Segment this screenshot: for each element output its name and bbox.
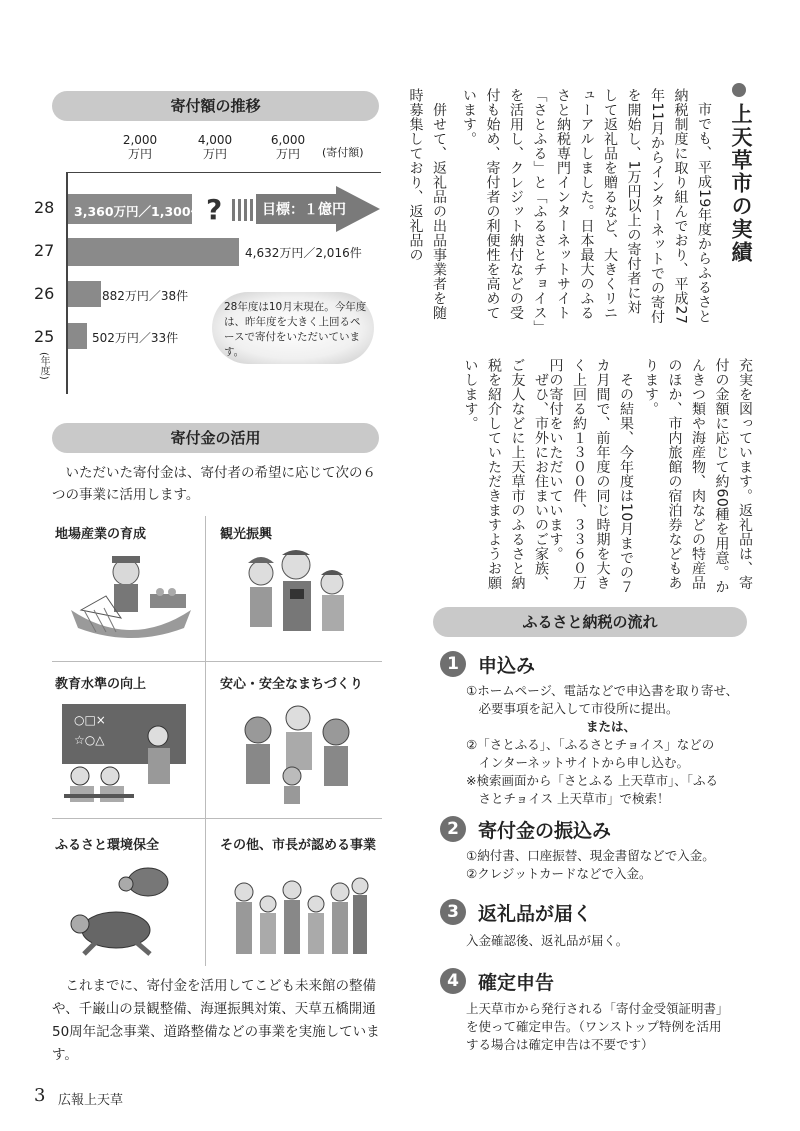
grid-hline-2 [52,818,382,819]
chart-section-title: 寄付額の推移 [52,91,379,121]
results-paragraph-1: 市でも、平成19年度からふるさと納税制度に取り組んでおり、平成27年11月からインターネットでの寄付を開始し、1万円以上の寄付者に対して返礼品を贈るなど、大きくリニューアルしました。日本最大のふるさと納税専門インターネットサイト「さとふる」と「ふるさとチョイス」を活用し、クレジット納付などの受付も始め、寄付者の利便性を高めています。 [461,88,712,328]
stripe-marks [232,199,256,221]
use-intro: いただいた寄付金は、寄付者の希望に応じて次の６つの事業に活用します。 [52,465,376,503]
category-tourism: 観光振興 [220,527,273,542]
bar-label-26: 882万円／38件 [102,289,189,303]
x-axis-line [66,172,381,173]
step-3-line-1: 入金確認後、返礼品が届く。 [466,933,629,948]
y-tick-27: 27 [34,241,55,260]
grid-hline-1 [52,661,382,662]
svg-text:○□×: ○□× [74,713,106,727]
y-axis-label: (年度) [38,352,49,380]
chart-note: 28年度は10月末現在。今年度は、昨年度を大きく上回るペースで寄付をいただいています。 [224,301,367,358]
step-1-line-4: ②「さとふる」、「ふるさとチョイス」などの [466,737,715,752]
turtle-illustration [66,860,186,956]
category-local-industry: 地場産業の育成 [55,527,147,542]
y-tick-28: 28 [34,198,55,217]
results-paragraph-2: 充実を図っています。返礼品は、寄付の金額に応じて約60種を用意。かんきつ類や海産物、肉などの特産品のほか、市内旅館の宿泊券などもあります。 [643,358,753,595]
target-label: 目標：１億円 [262,202,346,218]
use-closing: これまでに、寄付金を活用してこども未来館の整備や、千巌山の景観整備、海運振興対策、天草五橋開通50周年記念事業、道路整備などの事業を実施しています。 [52,978,380,1063]
y-tick-26: 26 [34,284,55,303]
axis-tick-4000: 4,000 万円 [197,133,233,161]
step-2-line-1: ①納付書、口座振替、現金書留などで入金。 [466,848,715,863]
publication-name: 広報上天草 [58,1093,124,1108]
svg-text:☆○△: ☆○△ [74,733,105,747]
tourists-illustration [236,545,356,645]
fisherman-illustration [66,548,196,650]
grid-vline [205,516,206,966]
step-1-title: 申込み [478,655,536,677]
results-paragraph-2c: ぜひ、市外にお住まいのご家族、ご友人などに上天草市のふるさと納税を紹介していただきますようお願いします。 [462,358,549,590]
flow-section-title: ふるさと納税の流れ [433,607,747,637]
people-group-illustration [230,870,370,962]
question-mark: ? [206,193,223,226]
step-4-line-3: する場合は確定申告は不要です） [466,1037,654,1052]
step-2-badge: 2 [440,816,466,842]
step-1-line-6: ※検索画面から「さとふる 上天草市」、「ふる [466,773,718,788]
results-paragraph-1b: 併せて、返礼品の出品事業者を随時募集しており、返礼品の [407,88,447,320]
axis-unit: (寄付額) [322,146,364,159]
step-2-title: 寄付金の振込み [478,820,612,842]
step-3-title: 返礼品が届く [478,903,593,925]
axis-tick-2000: 2,000 万円 [122,133,158,161]
step-1-line-2: 必要事項を記入して市役所に提出。 [466,701,679,716]
results-heading: 上天草市の実績 [729,103,753,264]
bar-label-25: 502万円／33件 [92,331,179,345]
step-4-line-1: 上天草市から発行される「寄付金受領証明書」 [466,1001,729,1016]
step-1-line-3: または、 [585,719,636,734]
axis-tick-6000: 6,000 万円 [270,133,306,161]
y-tick-25: 25 [34,327,55,346]
step-3-badge: 3 [440,899,466,925]
classroom-illustration [58,700,188,808]
results-paragraph-2b: その結果、今年度は10月までの７カ月間で、前年度の同じ時期を大きく上回る約１３００件、３３６０万円の寄付をいただいています。 [547,358,634,595]
bar-label-27: 4,632万円／2,016件 [245,246,362,260]
step-4-line-2: を使って確定申告。（ワンストップ特例を活用 [466,1019,722,1034]
step-1-line-5: インターネットサイトから申し込む。 [466,755,690,770]
bar-label-28: 3,360万円／1,300件 [74,204,204,219]
step-4-badge: 4 [440,968,466,994]
results-bullet-icon [732,83,746,97]
bar-25 [68,323,87,349]
category-safety: 安心・安全なまちづくり [220,677,363,692]
page-number: 3 [34,1085,46,1106]
step-1-line-1: ①ホームページ、電話などで申込書を取り寄せ、 [466,683,739,698]
bar-26 [68,281,101,307]
bar-27 [68,238,239,266]
step-2-line-2: ②クレジットカードなどで入金。 [466,866,652,881]
category-other: その他、市長が認める事業 [220,838,377,853]
step-4-title: 確定申告 [478,972,555,994]
category-environment: ふるさと環境保全 [55,838,160,853]
use-section-title: 寄付金の活用 [52,423,379,453]
step-1-line-7: さとチョイス 上天草市」で検索！ [466,791,670,806]
safety-illustration [232,702,364,808]
step-1-badge: 1 [440,651,466,677]
category-education: 教育水準の向上 [55,677,147,692]
